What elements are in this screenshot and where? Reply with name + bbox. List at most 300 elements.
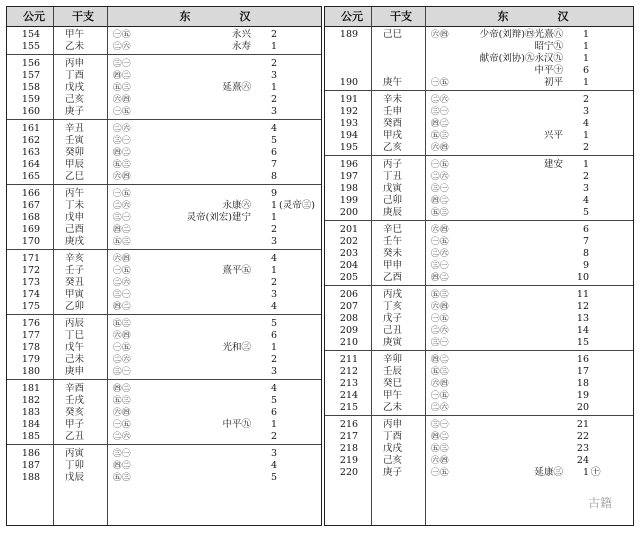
num-cell: 4 xyxy=(270,253,277,264)
table-row xyxy=(325,467,633,479)
year-cell: 185 xyxy=(21,431,41,442)
marker-cell: ㊄㊂ xyxy=(113,473,132,483)
marker-cell: ㊅㊃ xyxy=(113,254,132,264)
num-cell: 2 xyxy=(270,94,277,105)
table-row xyxy=(325,106,633,118)
ganzhi-cell: 癸亥 xyxy=(65,407,85,418)
marker-cell: ㊂㊀ xyxy=(431,261,450,271)
ganzhi-cell: 丁未 xyxy=(65,200,85,211)
table-row xyxy=(325,130,633,142)
ganzhi-cell: 戊寅 xyxy=(383,183,403,194)
num-cell: 1 xyxy=(270,200,277,211)
table-row xyxy=(7,82,321,94)
marker-cell: ㊁㊅ xyxy=(113,432,132,442)
marker-cell: ㊁㊅ xyxy=(431,403,450,413)
num-cell: 3 xyxy=(270,289,277,300)
year-cell: 184 xyxy=(21,419,41,430)
year-cell: 176 xyxy=(21,318,41,329)
year-cell: 183 xyxy=(21,407,41,418)
marker-cell: ㊅㊃ xyxy=(431,302,450,312)
year-cell: 165 xyxy=(21,171,41,182)
table-row xyxy=(325,402,633,414)
ganzhi-cell: 甲子 xyxy=(65,419,85,430)
group-separator xyxy=(7,314,321,315)
era-cell: 延熹㊅ xyxy=(222,82,251,93)
year-cell: 190 xyxy=(339,77,359,88)
table-row xyxy=(7,159,321,171)
year-cell: 191 xyxy=(339,94,359,105)
num-cell: 20 xyxy=(576,402,589,413)
ganzhi-cell: 乙未 xyxy=(383,402,403,413)
ganzhi-cell: 丙辰 xyxy=(65,318,85,329)
num-cell: 5 xyxy=(270,135,277,146)
num-cell: 1 xyxy=(582,53,589,64)
table-row xyxy=(7,431,321,443)
num-cell: 3 xyxy=(270,70,277,81)
year-cell: 219 xyxy=(339,455,359,466)
year-cell: 156 xyxy=(21,58,41,69)
marker-cell: ㊀㊄ xyxy=(113,107,132,117)
year-cell: 171 xyxy=(21,253,41,264)
num-cell: 3 xyxy=(582,106,589,117)
marker-cell: ㊄㊂ xyxy=(113,319,132,329)
ganzhi-cell: 辛酉 xyxy=(65,383,85,394)
year-cell: 188 xyxy=(21,472,41,483)
era-cell: 光和㊂ xyxy=(222,342,251,353)
ganzhi-cell: 癸酉 xyxy=(383,118,403,129)
num-cell: 2 xyxy=(270,58,277,69)
num-cell: 5 xyxy=(270,472,277,483)
num-cell: 19 xyxy=(576,390,589,401)
ganzhi-cell: 癸巳 xyxy=(383,378,403,389)
year-cell: 209 xyxy=(339,325,359,336)
group-separator xyxy=(325,90,633,91)
year-cell: 160 xyxy=(21,106,41,117)
year-cell: 220 xyxy=(339,467,359,478)
num-cell: 3 xyxy=(270,448,277,459)
num-cell: 5 xyxy=(270,395,277,406)
ganzhi-cell: 己丑 xyxy=(383,325,403,336)
ganzhi-cell: 己未 xyxy=(65,354,85,365)
marker-cell: ㊁㊅ xyxy=(113,124,132,134)
marker-cell: ㊃㊁ xyxy=(113,384,132,394)
table-row xyxy=(7,212,321,224)
watermark: 古籍 xyxy=(587,496,612,510)
ganzhi-cell: 壬戌 xyxy=(65,395,85,406)
num-cell: 8 xyxy=(270,171,277,182)
year-cell: 169 xyxy=(21,224,41,235)
table-row xyxy=(325,390,633,402)
num-cell: 23 xyxy=(576,443,589,454)
num-cell: 24 xyxy=(576,455,589,466)
year-cell: 210 xyxy=(339,337,359,348)
marker-cell: ㊃㊁ xyxy=(431,432,450,442)
marker-cell: ㊄㊂ xyxy=(431,131,450,141)
marker-cell: ㊃㊁ xyxy=(431,273,450,283)
table-row xyxy=(325,443,633,455)
era-cell: 延康㊂ xyxy=(534,467,563,478)
ganzhi-cell: 甲辰 xyxy=(65,159,85,170)
marker-cell: ㊀㊄ xyxy=(431,160,450,170)
table-row xyxy=(7,301,321,313)
table-row xyxy=(325,94,633,106)
num-cell: 5 xyxy=(270,318,277,329)
marker-cell: ㊁㊅ xyxy=(113,42,132,52)
table-row xyxy=(7,171,321,183)
marker-cell: ㊅㊃ xyxy=(431,143,450,153)
year-cell: 213 xyxy=(339,378,359,389)
ganzhi-cell: 己亥 xyxy=(65,94,85,105)
year-cell: 203 xyxy=(339,248,359,259)
year-cell: 178 xyxy=(21,342,41,353)
num-cell: 4 xyxy=(270,301,277,312)
ganzhi-cell: 丙寅 xyxy=(65,448,85,459)
marker-cell: ㊅㊃ xyxy=(431,379,450,389)
marker-cell: ㊄㊂ xyxy=(431,444,450,454)
num-cell: 7 xyxy=(270,159,277,170)
table-row xyxy=(7,94,321,106)
marker-cell: ㊀㊄ xyxy=(113,420,132,430)
table-row xyxy=(325,248,633,260)
group-separator xyxy=(325,350,633,351)
ganzhi-cell: 壬寅 xyxy=(65,135,85,146)
ganzhi-cell: 丁卯 xyxy=(65,460,85,471)
marker-cell: ㊄㊂ xyxy=(113,396,132,406)
ganzhi-cell: 丁巳 xyxy=(65,330,85,341)
era-cell: 中平㊉ xyxy=(534,65,563,76)
extra-cell: ㊉ xyxy=(591,467,601,478)
table-row xyxy=(7,188,321,200)
table-row xyxy=(7,277,321,289)
num-cell: 16 xyxy=(576,354,589,365)
table-row xyxy=(325,207,633,219)
num-cell: 9 xyxy=(270,188,277,199)
group-separator xyxy=(325,220,633,221)
ganzhi-cell: 甲申 xyxy=(383,260,403,271)
table-row xyxy=(7,354,321,366)
table-row xyxy=(7,448,321,460)
group-separator xyxy=(7,119,321,120)
ganzhi-cell: 乙未 xyxy=(65,41,85,52)
year-cell: 158 xyxy=(21,82,41,93)
ganzhi-cell: 戊申 xyxy=(65,212,85,223)
table-row xyxy=(7,29,321,41)
num-cell: 15 xyxy=(576,337,589,348)
year-cell: 211 xyxy=(339,354,359,365)
table-row xyxy=(325,195,633,207)
ganzhi-cell: 庚午 xyxy=(383,77,403,88)
num-cell: 7 xyxy=(582,236,589,247)
marker-cell: ㊃㊁ xyxy=(113,225,132,235)
marker-cell: ㊅㊃ xyxy=(113,331,132,341)
ganzhi-cell: 壬辰 xyxy=(383,366,403,377)
marker-cell: ㊃㊁ xyxy=(113,148,132,158)
num-cell: 2 xyxy=(270,224,277,235)
num-cell: 5 xyxy=(582,207,589,218)
ganzhi-cell: 辛卯 xyxy=(383,354,403,365)
year-cell: 189 xyxy=(339,29,359,40)
year-cell: 206 xyxy=(339,289,359,300)
ganzhi-cell: 庚戌 xyxy=(65,236,85,247)
era-cell: 少帝(刘辩)㊃光熹㊇ xyxy=(479,29,563,40)
year-cell: 167 xyxy=(21,200,41,211)
table-row xyxy=(325,29,633,41)
group-separator xyxy=(325,285,633,286)
ganzhi-cell: 庚申 xyxy=(65,366,85,377)
era-cell: 中平㊈ xyxy=(222,419,251,430)
table-row xyxy=(7,135,321,147)
year-cell: 170 xyxy=(21,236,41,247)
ganzhi-cell: 庚子 xyxy=(383,467,403,478)
year-cell: 162 xyxy=(21,135,41,146)
era-cell: 昭宁㊈ xyxy=(534,41,563,52)
table-row xyxy=(7,289,321,301)
marker-cell: ㊂㊀ xyxy=(113,290,132,300)
table-row xyxy=(325,41,633,53)
marker-cell: ㊂㊀ xyxy=(431,107,450,117)
num-cell: 9 xyxy=(582,260,589,271)
num-cell: 2 xyxy=(582,171,589,182)
header-han: 汉 xyxy=(557,10,569,23)
table-row xyxy=(325,354,633,366)
marker-cell: ㊄㊂ xyxy=(431,208,450,218)
year-cell: 207 xyxy=(339,301,359,312)
num-cell: 2 xyxy=(270,354,277,365)
num-cell: 6 xyxy=(270,407,277,418)
header-ganzhi: 干支 xyxy=(390,10,412,23)
ganzhi-cell: 丙申 xyxy=(65,58,85,69)
num-cell: 2 xyxy=(582,142,589,153)
header-year: 公元 xyxy=(341,10,363,23)
ganzhi-cell: 丙戌 xyxy=(383,289,403,300)
num-cell: 4 xyxy=(270,460,277,471)
year-cell: 192 xyxy=(339,106,359,117)
ganzhi-cell: 戊辰 xyxy=(65,472,85,483)
era-cell: 初平 xyxy=(543,77,563,88)
year-cell: 214 xyxy=(339,390,359,401)
marker-cell: ㊅㊃ xyxy=(113,95,132,105)
ganzhi-cell: 丁亥 xyxy=(383,301,403,312)
num-cell: 4 xyxy=(270,383,277,394)
year-cell: 193 xyxy=(339,118,359,129)
marker-cell: ㊅㊃ xyxy=(113,408,132,418)
group-separator xyxy=(7,249,321,250)
marker-cell: ㊀㊄ xyxy=(113,343,132,353)
year-cell: 215 xyxy=(339,402,359,413)
ganzhi-cell: 壬申 xyxy=(383,106,403,117)
era-cell: 永兴 xyxy=(231,29,251,40)
table-row xyxy=(325,431,633,443)
num-cell: 1 xyxy=(270,265,277,276)
marker-cell: ㊀㊄ xyxy=(431,391,450,401)
right-table xyxy=(324,6,634,526)
table-row xyxy=(325,337,633,349)
header-han: 汉 xyxy=(239,10,251,23)
group-separator xyxy=(7,184,321,185)
year-cell: 186 xyxy=(21,448,41,459)
group-separator xyxy=(325,155,633,156)
num-cell: 11 xyxy=(576,289,589,300)
left-table xyxy=(6,6,322,526)
ganzhi-cell: 己卯 xyxy=(383,195,403,206)
year-cell: 196 xyxy=(339,159,359,170)
era-cell: 熹平㊄ xyxy=(222,265,251,276)
ganzhi-cell: 壬子 xyxy=(65,265,85,276)
ganzhi-cell: 戊戌 xyxy=(65,82,85,93)
ganzhi-cell: 己亥 xyxy=(383,455,403,466)
table-row xyxy=(325,65,633,77)
year-cell: 194 xyxy=(339,130,359,141)
table-row xyxy=(7,147,321,159)
marker-cell: ㊁㊅ xyxy=(113,201,132,211)
table-row xyxy=(7,200,321,212)
group-separator xyxy=(7,444,321,445)
era-cell: 灵帝(刘宏)建宁 xyxy=(186,212,251,223)
year-cell: 164 xyxy=(21,159,41,170)
table-row xyxy=(7,70,321,82)
marker-cell: ㊀㊄ xyxy=(431,78,450,88)
num-cell: 17 xyxy=(576,366,589,377)
marker-cell: ㊃㊁ xyxy=(431,355,450,365)
ganzhi-cell: 甲午 xyxy=(65,29,85,40)
table-row xyxy=(325,183,633,195)
table-row xyxy=(7,41,321,53)
marker-cell: ㊀㊄ xyxy=(431,468,450,478)
num-cell: 12 xyxy=(576,301,589,312)
year-cell: 217 xyxy=(339,431,359,442)
table-row xyxy=(325,224,633,236)
table-row xyxy=(325,260,633,272)
marker-cell: ㊃㊁ xyxy=(113,461,132,471)
marker-cell: ㊃㊁ xyxy=(431,119,450,129)
table-row xyxy=(7,407,321,419)
num-cell: 1 xyxy=(582,130,589,141)
table-row xyxy=(7,460,321,472)
table-row xyxy=(325,313,633,325)
year-cell: 197 xyxy=(339,171,359,182)
marker-cell: ㊁㊅ xyxy=(431,249,450,259)
table-row xyxy=(7,58,321,70)
num-cell: 4 xyxy=(582,195,589,206)
num-cell: 1 xyxy=(582,29,589,40)
marker-cell: ㊅㊃ xyxy=(113,172,132,182)
num-cell: 10 xyxy=(576,272,589,283)
num-cell: 1 xyxy=(582,467,589,478)
num-cell: 1 xyxy=(582,77,589,88)
ganzhi-cell: 丁酉 xyxy=(383,431,403,442)
ganzhi-cell: 己酉 xyxy=(65,224,85,235)
marker-cell: ㊁㊅ xyxy=(113,355,132,365)
header-dong: 东 xyxy=(497,10,509,23)
marker-cell: ㊀㊄ xyxy=(113,30,132,40)
num-cell: 1 xyxy=(270,419,277,430)
header-dong: 东 xyxy=(179,10,191,23)
ganzhi-cell: 甲寅 xyxy=(65,289,85,300)
table-row xyxy=(325,366,633,378)
marker-cell: ㊄㊂ xyxy=(113,83,132,93)
table-row xyxy=(7,342,321,354)
table-row xyxy=(7,366,321,378)
ganzhi-cell: 丁酉 xyxy=(65,70,85,81)
year-cell: 202 xyxy=(339,236,359,247)
year-cell: 187 xyxy=(21,460,41,471)
ganzhi-cell: 庚辰 xyxy=(383,207,403,218)
marker-cell: ㊃㊁ xyxy=(113,302,132,312)
ganzhi-cell: 壬午 xyxy=(383,236,403,247)
num-cell: 22 xyxy=(576,431,589,442)
marker-cell: ㊂㊀ xyxy=(113,367,132,377)
marker-cell: ㊁㊅ xyxy=(113,278,132,288)
marker-cell: ㊂㊀ xyxy=(113,213,132,223)
marker-cell: ㊂㊀ xyxy=(113,449,132,459)
era-cell: 建安 xyxy=(543,159,563,170)
marker-cell: ㊄㊂ xyxy=(431,290,450,300)
ganzhi-cell: 辛丑 xyxy=(65,123,85,134)
num-cell: 1 xyxy=(270,212,277,223)
ganzhi-cell: 丙午 xyxy=(65,188,85,199)
year-cell: 198 xyxy=(339,183,359,194)
table-row xyxy=(7,395,321,407)
marker-cell: ㊃㊁ xyxy=(113,71,132,81)
table-row xyxy=(325,419,633,431)
ganzhi-cell: 癸未 xyxy=(383,248,403,259)
table-row xyxy=(325,455,633,467)
header-year: 公元 xyxy=(23,10,45,23)
table-row xyxy=(7,318,321,330)
year-cell: 154 xyxy=(21,29,41,40)
marker-cell: ㊁㊅ xyxy=(431,95,450,105)
header-ganzhi: 干支 xyxy=(72,10,94,23)
marker-cell: ㊂㊀ xyxy=(113,59,132,69)
year-cell: 180 xyxy=(21,366,41,377)
table-row xyxy=(325,378,633,390)
table-row xyxy=(325,77,633,89)
num-cell: 6 xyxy=(270,330,277,341)
num-cell: 4 xyxy=(270,123,277,134)
marker-cell: ㊀㊄ xyxy=(113,266,132,276)
table-row xyxy=(325,142,633,154)
table-row xyxy=(7,253,321,265)
table-row xyxy=(325,325,633,337)
table-row xyxy=(7,106,321,118)
year-cell: 177 xyxy=(21,330,41,341)
num-cell: 1 xyxy=(270,82,277,93)
year-cell: 179 xyxy=(21,354,41,365)
year-cell: 181 xyxy=(21,383,41,394)
table-row xyxy=(7,472,321,484)
num-cell: 1 xyxy=(270,41,277,52)
table-row xyxy=(7,265,321,277)
table-row xyxy=(7,236,321,248)
ganzhi-cell: 乙丑 xyxy=(65,431,85,442)
ganzhi-cell: 辛亥 xyxy=(65,253,85,264)
num-cell: 13 xyxy=(576,313,589,324)
num-cell: 3 xyxy=(582,183,589,194)
extra-cell: (灵帝㊂) xyxy=(279,200,315,211)
table-row xyxy=(7,224,321,236)
year-cell: 155 xyxy=(21,41,41,52)
ganzhi-cell: 乙卯 xyxy=(65,301,85,312)
num-cell: 1 xyxy=(582,159,589,170)
num-cell: 1 xyxy=(270,342,277,353)
num-cell: 8 xyxy=(582,248,589,259)
year-cell: 172 xyxy=(21,265,41,276)
year-cell: 173 xyxy=(21,277,41,288)
ganzhi-cell: 乙亥 xyxy=(383,142,403,153)
marker-cell: ㊄㊂ xyxy=(431,367,450,377)
num-cell: 2 xyxy=(270,431,277,442)
year-cell: 195 xyxy=(339,142,359,153)
